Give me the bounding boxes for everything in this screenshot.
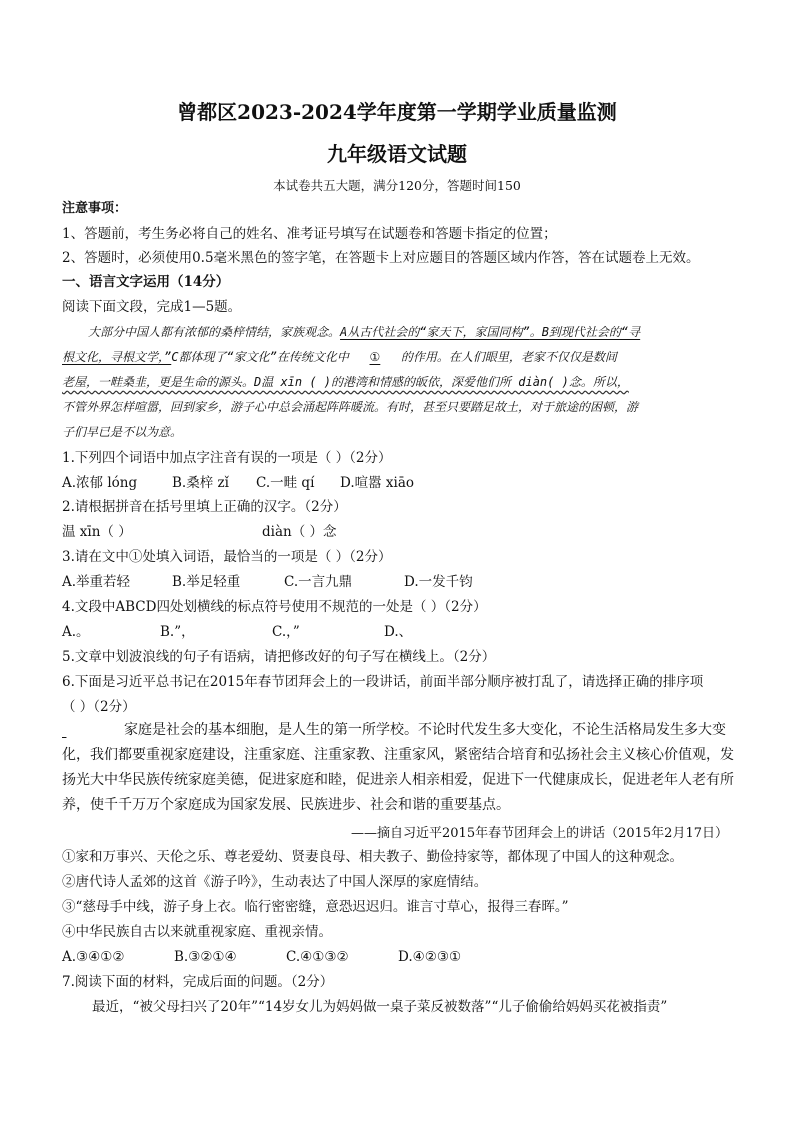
section-heading: 一、语言文字运用（14分） (62, 274, 230, 290)
question-1-stem: 1.下列四个词语中加点字注音有误的一项是（ ）（2分） (62, 450, 392, 466)
speech-text: 家庭是社会的基本细胞，是人生的第一所学校。不论时代发生多大变化，不论生活格局发生多大变 (124, 722, 726, 738)
section-instruction: 阅读下面文段，完成1—5题。 (62, 299, 242, 315)
answer-blank: diàn（ ）念 (262, 524, 337, 540)
speech-excerpt (62, 718, 742, 818)
option-d: D.一发千钧 (404, 574, 473, 590)
passage-text: C都体现了“家文化”在传统文化中 (171, 350, 349, 364)
question-3-stem: 3.请在文中①处填入词语，最恰当的一项是（ ）（2分） (62, 549, 392, 565)
option-d: D.④②③① (398, 949, 462, 965)
passage-text: A从古代社会的“家天下，家国同构” (340, 325, 530, 339)
option-a: A.浓郁 lóng (62, 475, 138, 491)
passage-wavy-sentence: 老屋，一畦桑韭，更是生命的源头。D温 xīn ( )的港湾和情感的皈依，深爱他们所 diàn( )念。所以， (62, 375, 629, 389)
option-a: A.。 (62, 624, 90, 640)
notice-item-1: 1、答题前，考生务必将自己的姓名、准考证号填写在试题卷和答题卡指定的位置； (62, 226, 557, 242)
passage-text: 不管外界怎样喧嚣，回到家乡，游子心中总会涌起阵阵暖流。有时，甚至只要踏足故土，对于旅途的困顿，游 (62, 400, 639, 414)
question-4-options (62, 623, 412, 641)
exam-subtitle: 九年级语文试题 (327, 142, 467, 166)
notice-item-2: 2、答题时，必须使用0.5毫米黑色的签字笔，在答题卡上对应题目的答题区域内作答，答在试题卷上无效。 (62, 250, 700, 266)
option-c: C.一畦 qí (256, 475, 315, 491)
speech-text: 养，使千千万万个家庭成为国家发展、民族进步、社会和谐的重要基点。 (62, 797, 510, 813)
option-b: B.③②①④ (174, 949, 237, 965)
question-2-answers (62, 523, 337, 541)
question-3-options (62, 573, 473, 591)
option-c: C.一言九鼎 (284, 574, 353, 590)
passage-text: 子们早已是不以为意。 (62, 425, 183, 439)
sentence-2: ②唐代诗人孟郊的这首《游子吟》，生动表达了中国人深厚的家庭情结。 (62, 874, 488, 890)
passage-text: 大部分中国人都有浓郁的桑梓情结，家族观念。 (88, 325, 341, 339)
sentence-1: ①家和万事兴、天伦之乐、尊老爱幼、贤妻良母、相夫教子、勤俭持家等，都体现了中国人的这种观念。 (62, 849, 683, 865)
notice-heading: 注意事项： (62, 201, 128, 216)
passage-text: 的作用。在人们眼里，老家不仅仅是数间 (400, 350, 617, 364)
question-6-stem: 6.下面是习近平总书记在2015年春节团拜会上的一段讲话，前面半部分顺序被打乱了，请选择正确的排序项 (62, 674, 704, 690)
blank-line (62, 718, 124, 743)
exam-info: 本试卷共五大题，满分120分，答题时间150 (273, 178, 521, 193)
option-b: B.”， (160, 624, 195, 640)
sentence-3: ③“慈母手中线，游子身上衣。临行密密缝，意恐迟迟归。谁言寸草心，报得三春晖。” (62, 899, 569, 915)
sentence-4: ④中华民族自古以来就重视家庭、重视亲情。 (62, 924, 332, 940)
question-4-stem: 4.文段中ABCD四处划横线的标点符号使用不规范的一处是（ ）（2分） (62, 599, 487, 615)
speech-source: ——摘自习近平2015年春节团拜会上的讲话（2015年2月17日） (351, 826, 728, 841)
speech-text: 化，我们都要重视家庭建设，注重家庭、注重家教、注重家风，紧密结合培育和弘扬社会主义核心价值观，发 (62, 747, 734, 763)
passage-text: 。B到现代社会的“寻 (529, 325, 641, 339)
question-6-blank: （ ）（2分） (62, 699, 136, 715)
option-d: D.喧嚣 xiāo (340, 475, 415, 491)
speech-text: 扬光大中华民族传统家庭美德，促进家庭和睦，促进亲人相亲相爱，促进下一代健康成长，促进老年人老有所 (62, 772, 734, 788)
passage-text: 根文化，寻根文学，” (62, 350, 172, 364)
answer-blank: 温 xīn（ ） (62, 524, 132, 540)
option-a: A.③④①② (62, 949, 125, 965)
option-a: A.举重若轻 (62, 574, 131, 590)
option-c: C.④①③② (286, 949, 349, 965)
question-6-options (62, 948, 461, 966)
exam-title: 曾都区2023-2024学年度第一学期学业质量监测 (177, 100, 617, 124)
reading-passage (62, 320, 732, 445)
question-2-stem: 2.请根据拼音在括号里填上正确的汉字。（2分） (62, 499, 347, 515)
question-7-stem: 7.阅读下面的材料，完成后面的问题。（2分） (62, 974, 334, 990)
question-5-stem: 5.文章中划波浪线的句子有语病，请把修改好的句子写在横线上。（2分） (62, 649, 496, 665)
question-1-options (62, 474, 414, 492)
option-d: D.、 (384, 624, 413, 640)
option-b: B.桑梓 zǐ (172, 475, 229, 491)
option-b: B.举足轻重 (172, 574, 241, 590)
material-text: 最近，“被父母扫兴了20年”“14岁女儿为妈妈做一桌子菜反被数落”“儿子偷偷给妈妈买花被指责” (92, 999, 668, 1015)
blank-1: ① (369, 350, 381, 364)
option-c: C.，” (272, 624, 300, 640)
